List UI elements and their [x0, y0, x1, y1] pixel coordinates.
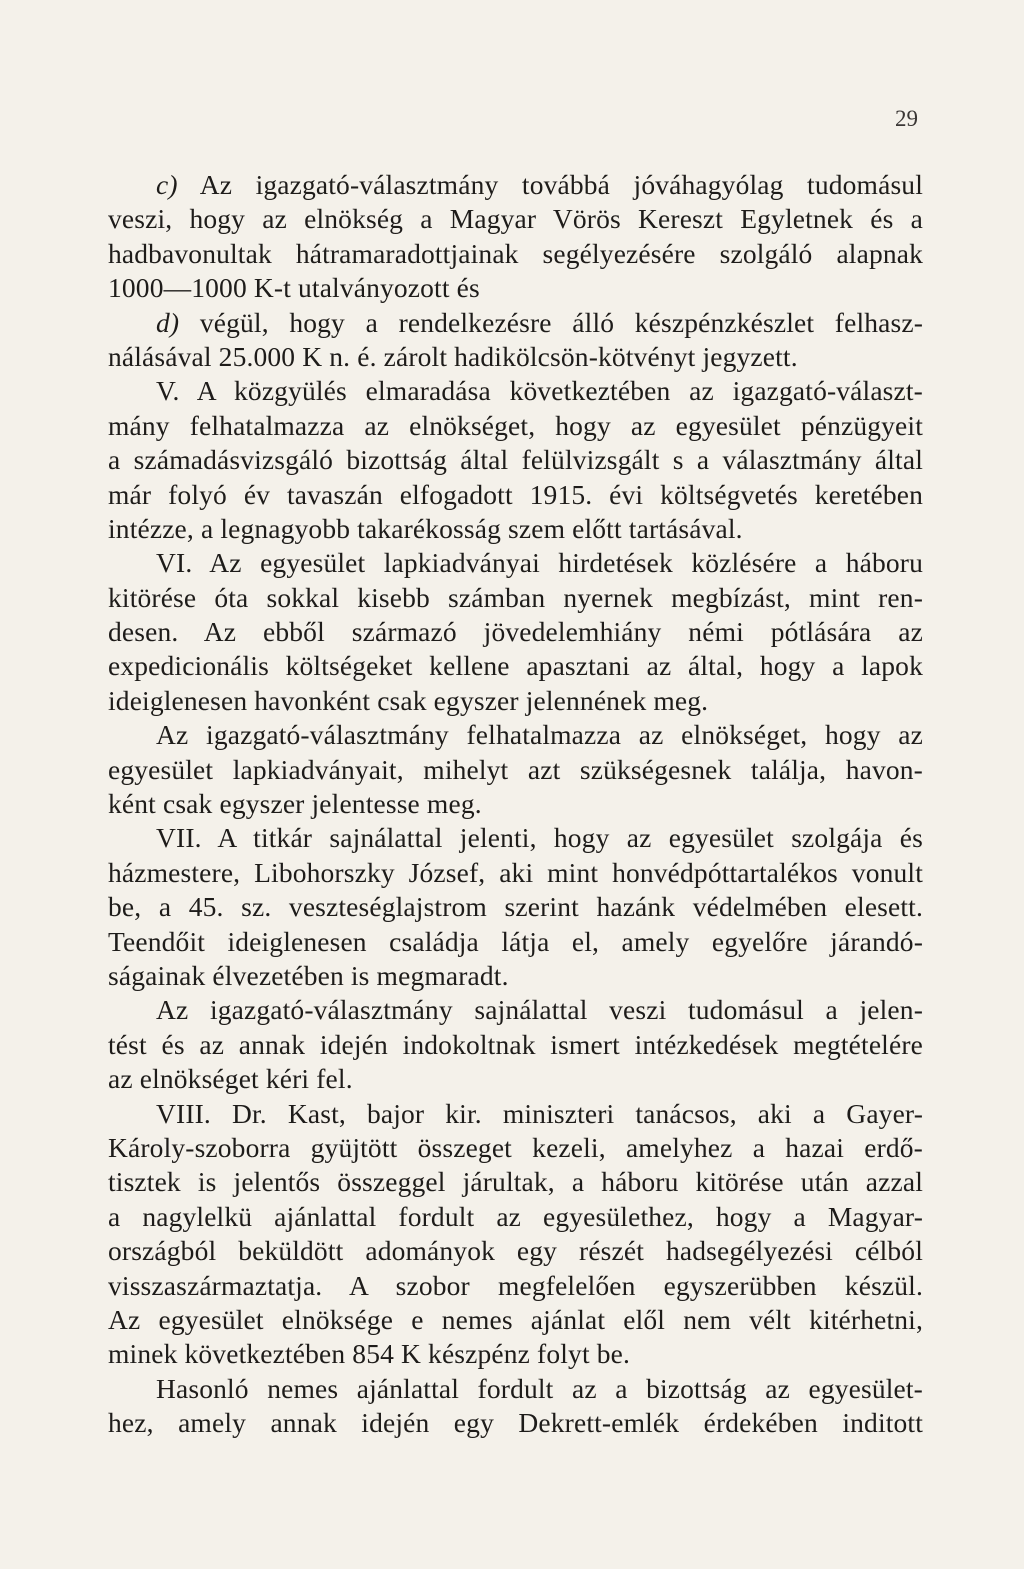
line-text: VII. A titkár sajnálattal jelenti, hogy az egyesület szolgája és [156, 822, 923, 854]
text-line [108, 443, 923, 477]
line-text: ságainak élvezetében is megmaradt. [108, 959, 509, 991]
line-text: tisztek is jelentős összeggel járultak, a háboru kitörése után azzal [108, 1166, 923, 1198]
line-text: 1000—1000 K-t utalványozott és [108, 272, 480, 304]
text-line [108, 649, 923, 683]
line-text: végül, hogy a rendelkezésre álló készpénzkészlet felhasz- [179, 306, 923, 338]
text-line [108, 753, 923, 787]
text-line [108, 1269, 923, 1303]
line-text: mány felhatalmazza az elnökséget, hogy az egyesület pénzügyeit [108, 409, 923, 441]
line-text: veszi, hogy az elnökség a Magyar Vörös Kereszt Egyletnek és a [108, 203, 923, 235]
line-text: ként csak egyszer jelentesse meg. [108, 788, 482, 820]
line-text: tést és az annak idején indokoltnak ismert intézkedések megtételére [108, 1028, 923, 1060]
text-line [108, 1028, 923, 1062]
text-line [108, 202, 923, 236]
text-line [108, 787, 923, 821]
line-text: VIII. Dr. Kast, bajor kir. miniszteri tanácsos, aki a Gayer- [156, 1097, 923, 1129]
text-line [108, 1406, 923, 1440]
line-text: Teendőit ideiglenesen családja látja el, amely egyelőre járandó- [108, 925, 923, 957]
item-marker: c) [156, 169, 178, 200]
text-line [108, 1372, 923, 1406]
text-line [108, 306, 923, 340]
line-text: Az igazgató-választmány sajnálattal veszi tudomásul a jelen- [156, 994, 923, 1026]
line-text: V. A közgyülés elmaradása következtében az igazgató-választ- [156, 375, 923, 407]
text-line [108, 993, 923, 1027]
text-line [108, 1303, 923, 1337]
text-line [108, 546, 923, 580]
text-line [108, 237, 923, 271]
text-line [108, 1097, 923, 1131]
text-line [108, 581, 923, 615]
line-text: már folyó év tavaszán elfogadott 1915. évi költségvetés keretében [108, 478, 923, 510]
line-text: Az egyesület elnöksége e nemes ajánlat elől nem vélt kitérhetni, [108, 1303, 923, 1335]
item-marker: d) [156, 306, 180, 338]
line-text: az elnökséget kéri fel. [108, 1063, 353, 1095]
line-text: hez, amely annak idején egy Dekrett-emlék érdekében inditott [108, 1407, 923, 1439]
text-line [108, 890, 923, 924]
line-text: be, a 45. sz. veszteséglajstrom szerint hazánk védelmében elesett. [108, 891, 923, 923]
text-line [108, 168, 923, 202]
line-text: Az igazgató-választmány továbbá jóváhagyólag tudomásul [177, 169, 923, 200]
line-text: nálásával 25.000 K n. é. zárolt hadikölcsön-kötvényt jegyzett. [108, 340, 798, 372]
line-text: expedicionális költségeket kellene apasztani az által, hogy a lapok [108, 650, 923, 682]
text-line [108, 512, 923, 546]
line-text: minek következtében 854 K készpénz folyt be. [108, 1338, 631, 1370]
text-line [108, 1200, 923, 1234]
line-text: intézze, a legnagyobb takarékosság szem előtt tartásával. [108, 512, 743, 544]
text-line [108, 374, 923, 408]
text-line [108, 856, 923, 890]
line-text: hadbavonultak hátramaradottjainak segélyezésére szolgáló alapnak [108, 237, 923, 269]
text-line [108, 340, 923, 374]
line-text: Károly-szoborra gyüjtött összeget kezeli, amelyhez a hazai erdő- [108, 1131, 923, 1163]
line-text: a számadásvizsgáló bizottság által felülvizsgált s a választmány által [108, 444, 923, 476]
text-line [108, 478, 923, 512]
line-text: ideiglenesen havonként csak egyszer jelennének meg. [108, 684, 709, 716]
line-text: visszaszármaztatja. A szobor megfelelően egyszerübben készül. [108, 1269, 923, 1301]
line-text: Az igazgató-választmány felhatalmazza az elnökséget, hogy az [156, 719, 923, 751]
text-line [108, 1165, 923, 1199]
text-line [108, 271, 923, 305]
text-line [108, 1337, 923, 1371]
line-text: a nagylelkü ajánlattal fordult az egyesülethez, hogy a Magyar- [108, 1200, 923, 1232]
line-text: VI. Az egyesület lapkiadványai hirdetések közlésére a háboru [156, 547, 923, 579]
line-text: egyesület lapkiadványait, mihelyt azt szükségesnek találja, havon- [108, 753, 923, 785]
text-line [108, 615, 923, 649]
body-text [108, 168, 923, 1440]
text-line [108, 1062, 923, 1096]
line-text: kitörése óta sokkal kisebb számban nyernek megbízást, mint ren- [108, 581, 923, 613]
text-line [108, 684, 923, 718]
line-text: házmestere, Libohorszky József, aki mint honvédpóttartalékos vonult [108, 856, 923, 888]
text-line [108, 1234, 923, 1268]
page-number: 29 [895, 106, 918, 131]
text-line [108, 959, 923, 993]
text-line [108, 718, 923, 752]
text-line [108, 821, 923, 855]
line-text: desen. Az ebből származó jövedelemhiány némi pótlására az [108, 616, 923, 648]
line-text: országból beküldött adományok egy részét hadsegélyezési célból [108, 1235, 923, 1267]
text-line [108, 925, 923, 959]
line-text: Hasonló nemes ajánlattal fordult az a bizottság az egyesület- [156, 1372, 923, 1404]
text-line [108, 409, 923, 443]
text-line [108, 1131, 923, 1165]
